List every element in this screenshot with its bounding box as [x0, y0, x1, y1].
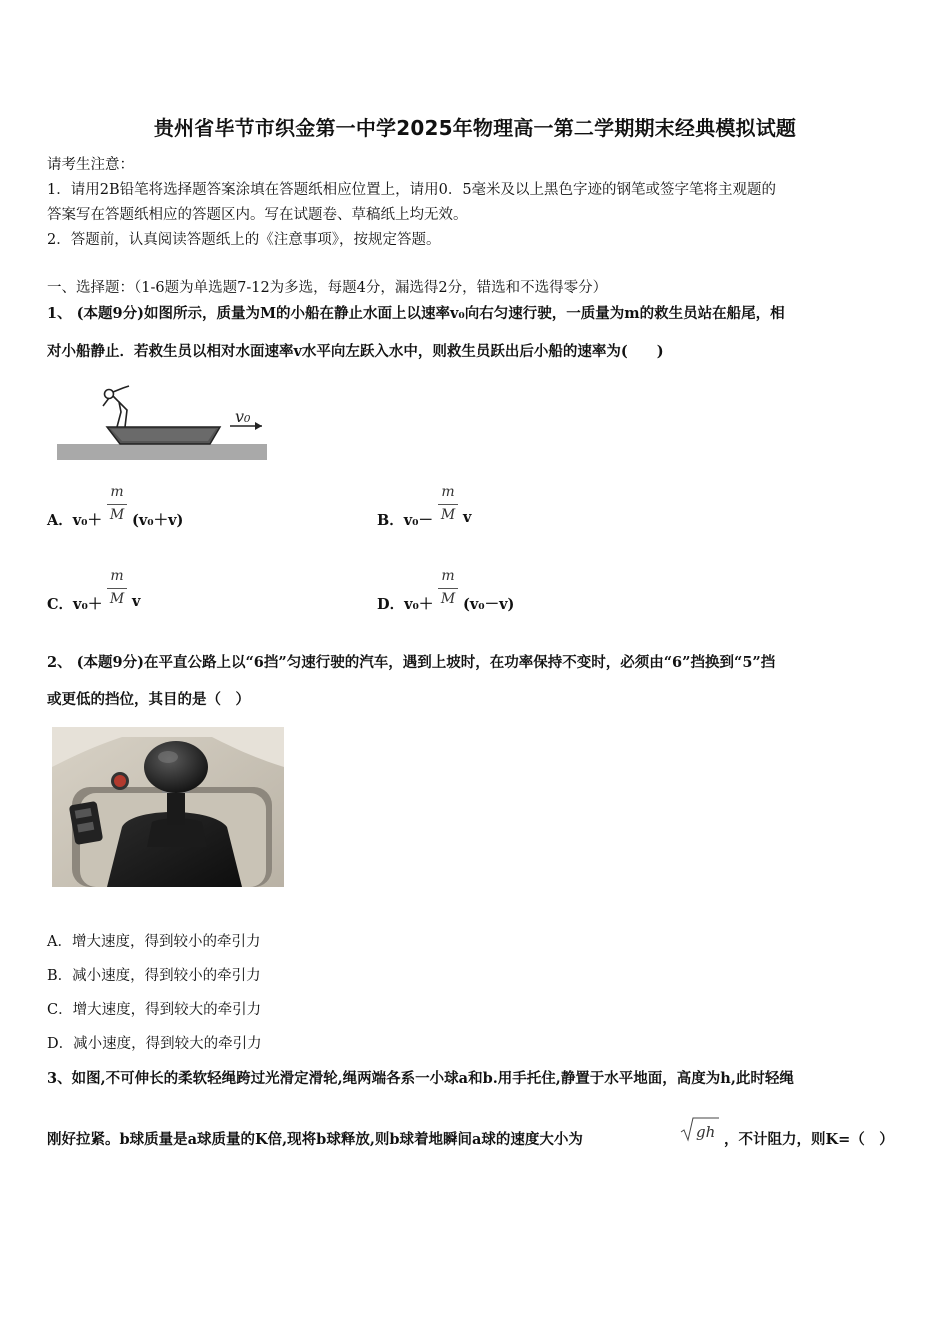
q2-stem-line1: 2、 (本题9分)在平直公路上以“6挡”匀速行驶的汽车，遇到上坡时，在功率保持不变时，必须由“6”挡换到“5”挡: [47, 654, 776, 671]
notice-item-1a: 1．请用2B铅笔将选择题答案涂填在答题纸相应位置上，请用0．5毫米及以上黑色字迹的钢笔或签字笔将主观题的: [47, 182, 777, 198]
q2-stem-line2: 或更低的挡位，其目的是（ ）: [47, 691, 250, 708]
q1-option-c-suffix: v: [132, 593, 141, 610]
sqrt-symbol: [680, 1116, 720, 1144]
fraction-numerator: m: [441, 568, 455, 584]
q1-stem-line2: 对小船静止．若救生员以相对水面速率v水平向左跃入水中，则救生员跃出后小船的速率为( ): [47, 343, 664, 360]
q1-option-a[interactable]: [47, 509, 102, 530]
notice-item-2: 2．答题前，认真阅读答题纸上的《注意事项》，按规定答题。: [47, 232, 441, 248]
q1-option-b-suffix: v: [463, 509, 472, 526]
q3-stem-line2b: ，不计阻力，则K=（ ）: [724, 1131, 894, 1148]
fraction-numerator: m: [110, 568, 124, 584]
q1-option-c-prefix: C．v₀＋: [47, 596, 103, 613]
q3-stem-line1: 3、如图,不可伸长的柔软轻绳跨过光滑定滑轮,绳两端各系一小球a和b.用手托住,静置于水平地面，高度为h,此时轻绳: [47, 1070, 794, 1087]
q2-option-a[interactable]: A．增大速度，得到较小的牵引力: [47, 934, 261, 950]
notice-heading: 请考生注意：: [47, 157, 134, 173]
q1-option-d-prefix: D．v₀＋: [377, 596, 434, 613]
fraction-denominator: M: [109, 591, 125, 607]
q1-option-b[interactable]: [377, 509, 433, 530]
q2-option-d[interactable]: D．减小速度，得到较大的牵引力: [47, 1036, 262, 1052]
q2-option-c[interactable]: C．增大速度，得到较大的牵引力: [47, 1002, 262, 1018]
sqrt-radicand: gh: [696, 1123, 716, 1141]
q1-option-d-suffix: (v₀－v): [463, 596, 515, 613]
q1-option-d[interactable]: [377, 593, 433, 614]
q1-boat-figure: [55, 380, 270, 465]
q1-option-c-fraction: [107, 568, 127, 607]
q1-option-a-prefix: A．v₀＋: [47, 512, 103, 529]
q1-option-d-fraction: [438, 568, 458, 607]
fraction-numerator: m: [110, 484, 124, 500]
notice-item-1b: 答案写在答题纸相应的答题区内。写在试题卷、草稿纸上均无效。: [47, 207, 468, 223]
page-title: 贵州省毕节市织金第一中学2025年物理高一第二学期期末经典模拟试题: [153, 116, 797, 140]
fraction-denominator: M: [440, 591, 456, 607]
q2-gear-shifter-photo: [52, 727, 284, 887]
q2-option-b[interactable]: B．减小速度，得到较小的牵引力: [47, 968, 261, 984]
q1-option-b-prefix: B．v₀－: [377, 512, 434, 529]
fraction-denominator: M: [109, 507, 125, 523]
fraction-denominator: M: [440, 507, 456, 523]
q1-option-a-suffix: (v₀＋v): [132, 512, 184, 529]
section-heading: 一、选择题：（1-6题为单选题7-12为多选，每题4分，漏选得2分，错选和不选得零分）: [47, 280, 608, 296]
q1-option-c[interactable]: [47, 593, 102, 614]
q1-option-b-fraction: [438, 484, 458, 523]
q1-option-a-fraction: [107, 484, 127, 523]
fraction-numerator: m: [441, 484, 455, 500]
q1-stem-line1: 1、 (本题9分)如图所示，质量为M的小船在静止水面上以速率v₀向右匀速行驶，一质量为m的救生员站在船尾，相: [47, 305, 785, 322]
velocity-label: v₀: [235, 407, 251, 426]
q3-stem-line2a: 刚好拉紧。b球质量是a球质量的K倍,现将b球释放,则b球着地瞬间a球的速度大小为: [47, 1131, 583, 1148]
